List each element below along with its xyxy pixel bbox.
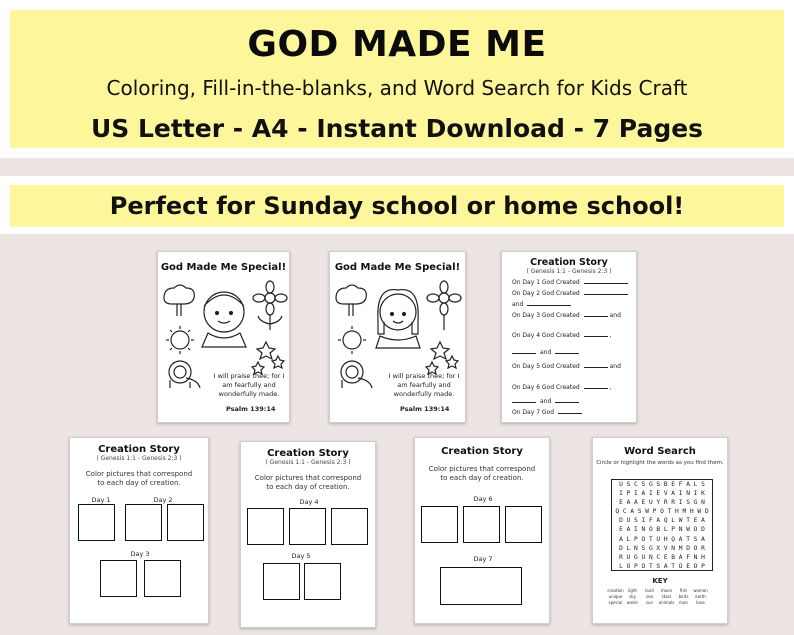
page-special-girl [329,251,466,423]
page-title: GOD MADE ME [247,24,547,65]
sheet-title: God Made Me Special! [160,262,287,273]
verse-text: I will praise thee; for I am fearfully and wonderfully made. [213,372,285,398]
scripture-ref: ( Genesis 1:1 - Genesis 2:3 ) [265,459,351,466]
key-title: KEY [652,577,668,585]
sheet-title: Word Search [624,446,696,457]
drawing-box[interactable] [463,506,500,543]
key-word: stars [661,594,672,599]
fill-line: On Day 1 God Created [512,278,628,286]
day-label: Day 4 [299,498,319,506]
drawing-box[interactable] [505,506,542,543]
page-creation-days-4-5 [240,441,376,628]
drawing-box[interactable] [304,563,341,600]
key-word: sun [645,600,654,605]
day-label: Day 5 [291,552,311,560]
verse-reference: Psalm 139:14 [226,405,276,413]
drawing-box[interactable] [100,560,137,597]
tagline: Perfect for Sunday school or home school! [109,192,685,220]
key-word: love [696,600,705,605]
key-word: water [626,600,639,605]
grid-row: A L P O T U H Q A T S A [619,535,705,543]
word-search-grid[interactable] [611,479,713,571]
fill-line: and [512,397,579,405]
page-creation-days-1-3 [69,437,209,624]
key-word: creation [607,588,624,593]
key-word: fish [679,588,688,593]
grid-row: I P I A I E V A I N I K [619,490,705,498]
sheet-title: Creation Story [530,257,608,268]
scripture-ref: ( Genesis 1:1 - Genesis 2:3 ) [526,268,612,275]
drawing-box[interactable] [289,508,326,545]
grid-row: E A I N O B L P N W O D [619,526,705,534]
page-creation-fill-in [501,251,637,423]
drawing-box[interactable] [247,508,284,545]
fill-line: On Day 3 God Created and [512,312,621,319]
key-word: unique [608,594,623,599]
sheet-title: Creation Story [267,448,349,459]
key-word: woman [693,588,708,593]
drawing-box[interactable] [125,504,162,541]
grid-row: L O P O T S A T O E O P [619,562,705,570]
page-word-search [592,437,728,624]
drawing-box[interactable] [263,563,300,600]
verse-text: I will praise thee; for I am fearfully and wonderfully made. [388,372,460,398]
grid-row: E A A E U Y R R I S G N [619,499,705,507]
word-key [607,588,717,606]
fill-line: On Day 6 God Created , [512,384,612,391]
key-word: land [645,588,654,593]
fill-line: On Day 7 God [512,408,582,416]
drawing-box[interactable] [167,504,204,541]
header-banner [10,10,784,148]
key-word: sea [646,594,653,599]
key-word: birds [678,594,689,599]
drawing-box[interactable] [440,567,522,605]
page-creation-days-6-7 [414,437,550,624]
key-word: moon [660,588,673,593]
fill-line: On Day 4 God Created , [512,332,612,339]
fill-line: and [512,300,571,308]
page-subtitle: Coloring, Fill-in-the-blanks, and Word Search for Kids Craft [106,76,688,100]
day-label: Day 1 [91,496,111,504]
key-word: man [679,600,688,605]
scripture-ref: ( Genesis 1:1 - Genesis 2:3 ) [96,455,182,462]
instructions: Color pictures that correspond to each day of creation. [428,465,536,482]
drawing-box[interactable] [331,508,368,545]
grid-row: D U S I F A Q L W T E A [619,517,705,525]
verse-reference: Psalm 139:14 [400,405,450,413]
drawing-box[interactable] [78,504,115,541]
page-special-boy [157,251,290,423]
tagline-banner [10,185,784,227]
instructions: Color pictures that correspond to each day of creation. [85,470,193,487]
grid-row: R U G U N C E B A F N H [619,553,705,561]
day-label: Day 3 [130,550,150,558]
day-label: Day 2 [153,496,173,504]
key-word: light [628,588,637,593]
key-word: sky [629,594,636,599]
instructions: Color pictures that correspond to each day of creation. [254,474,362,491]
sheet-title: God Made Me Special! [334,262,461,273]
fill-line: On Day 5 God Created and [512,363,621,370]
grid-row: Q C A S W P O T H M H W D [615,508,709,516]
format-line: US Letter - A4 - Instant Download - 7 Pages [90,114,704,143]
key-word: special [608,600,623,605]
grid-row: U S C S G S B E F A L S [619,481,705,488]
sheet-title: Creation Story [98,444,180,455]
drawing-box[interactable] [144,560,181,597]
day-label: Day 6 [473,495,493,503]
instructions: Circle or highlight the words as you find them. [596,460,724,466]
day-label: Day 7 [473,555,493,563]
drawing-box[interactable] [421,506,458,543]
sheet-title: Creation Story [441,446,523,457]
grid-row: D L N S G X V N M D O R [619,544,705,552]
fill-line: On Day 2 God Created [512,289,628,297]
key-word: earth [695,594,706,599]
key-word: animals [658,600,675,605]
fill-line: and [512,348,579,356]
